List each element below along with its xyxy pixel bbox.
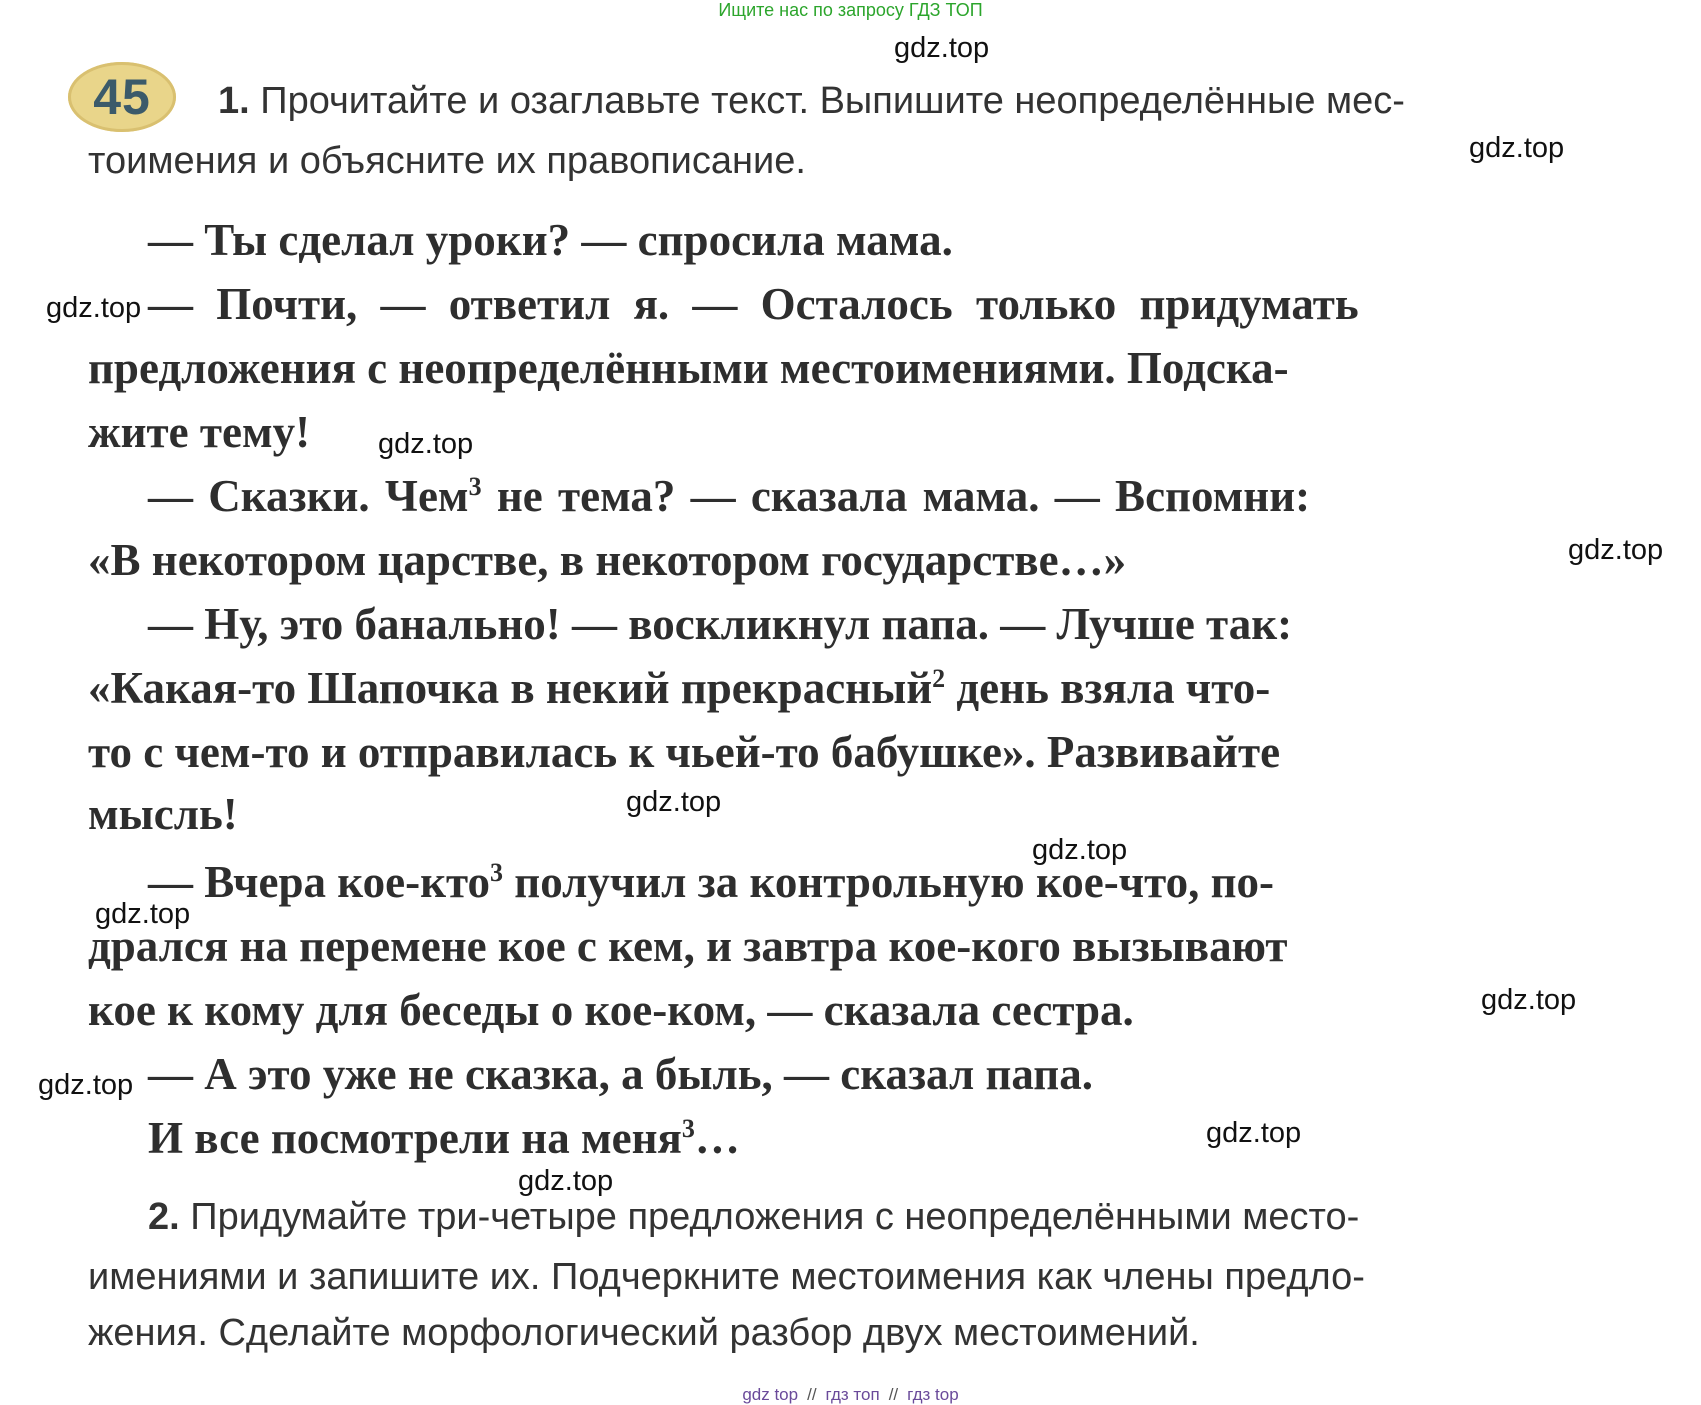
story-line-11a: — Вчера кое-кто: [148, 857, 491, 907]
story-line-3: предложения с неопределёнными местоимениями. Подска-: [88, 343, 1289, 393]
footer-link-2[interactable]: гдз топ: [825, 1385, 880, 1404]
story-line-6: «В некотором царстве, в некотором государстве…»: [88, 535, 1127, 585]
story-line-11b: получил за контрольную кое-что, по-: [503, 857, 1275, 907]
story-line-2: — Почти, — ответил я. — Осталось только придумать: [148, 279, 1359, 329]
footer-link-3[interactable]: гдз top: [907, 1385, 959, 1404]
story-line-8b: день взяла что-: [945, 663, 1271, 713]
story-line-10: мысль!: [88, 789, 238, 839]
task1-text-line1: Прочитайте и озаглавьте текст. Выпишите неопределённые мес-: [260, 80, 1405, 122]
story-line-12: дрался на перемене кое с кем, и завтра кое-кого вызывают: [88, 921, 1288, 971]
watermark: gdz.top: [518, 1165, 614, 1197]
story-line-1: — Ты сделал уроки? — спросила мама.: [148, 215, 953, 265]
footnote-mark: 3: [681, 1114, 695, 1143]
task2-number: 2.: [148, 1196, 180, 1238]
story-line-15a: И все посмотрели на меня: [148, 1113, 682, 1163]
story-line-13: кое к кому для беседы о кое-ком, — сказала сестра.: [88, 985, 1134, 1035]
exercise-number-badge: [68, 62, 176, 132]
watermark: gdz.top: [626, 786, 722, 818]
exercise-number: 45: [93, 69, 151, 125]
story-line-8a: «Какая-то Шапочка в некий прекрасный: [88, 663, 933, 713]
task2-text-line2: имениями и запишите их. Подчеркните местоимения как члены предло-: [88, 1256, 1365, 1298]
task2-text-line3: жения. Сделайте морфологический разбор двух местоимений.: [88, 1312, 1200, 1354]
story-line-15: [148, 1112, 740, 1164]
watermark: gdz.top: [38, 1069, 134, 1101]
task1-text-line2: тоимения и объясните их правописание.: [88, 140, 806, 182]
footer-separator: //: [807, 1385, 817, 1404]
story-line-8: [88, 662, 1270, 714]
story-line-5: [148, 470, 1310, 522]
task1-line1: [218, 80, 1405, 123]
footer-separator: //: [888, 1385, 899, 1404]
watermark: gdz.top: [1481, 984, 1577, 1016]
task2-text-line1: Придумайте три-четыре предложения с неопределёнными место-: [190, 1196, 1360, 1238]
watermark: gdz.top: [1032, 834, 1128, 866]
watermark: gdz.top: [894, 32, 990, 64]
search-banner: Ищите нас по запросу ГДЗ ТОП: [718, 0, 983, 20]
story-line-7: — Ну, это банально! — воскликнул папа. — Лучше так:: [148, 599, 1293, 649]
watermark: gdz.top: [1469, 132, 1565, 164]
story-line-9: то с чем-то и отправилась к чьей-то бабушке». Развивайте: [88, 727, 1281, 777]
story-line-15b: …: [694, 1113, 740, 1163]
footer-link-1[interactable]: gdz top: [742, 1385, 799, 1404]
watermark: gdz.top: [46, 292, 142, 324]
watermark: gdz.top: [1206, 1117, 1302, 1149]
story-line-4: жите тему!: [88, 407, 311, 457]
footer-links: [0, 1385, 1701, 1405]
footnote-mark: 3: [490, 858, 504, 887]
task2-line1: [148, 1196, 1359, 1239]
footnote-mark: 3: [468, 472, 482, 501]
watermark: gdz.top: [378, 428, 474, 460]
story-line-14: — А это уже не сказка, а быль, — сказал папа.: [148, 1049, 1093, 1099]
task1-number: 1.: [218, 80, 250, 122]
watermark: gdz.top: [1568, 534, 1664, 566]
story-line-5b: не тема? — сказала мама. — Вспомни:: [481, 471, 1311, 521]
watermark: gdz.top: [95, 898, 191, 930]
footnote-mark: 2: [932, 664, 946, 693]
story-line-5a: — Сказки. Чем: [148, 471, 469, 521]
